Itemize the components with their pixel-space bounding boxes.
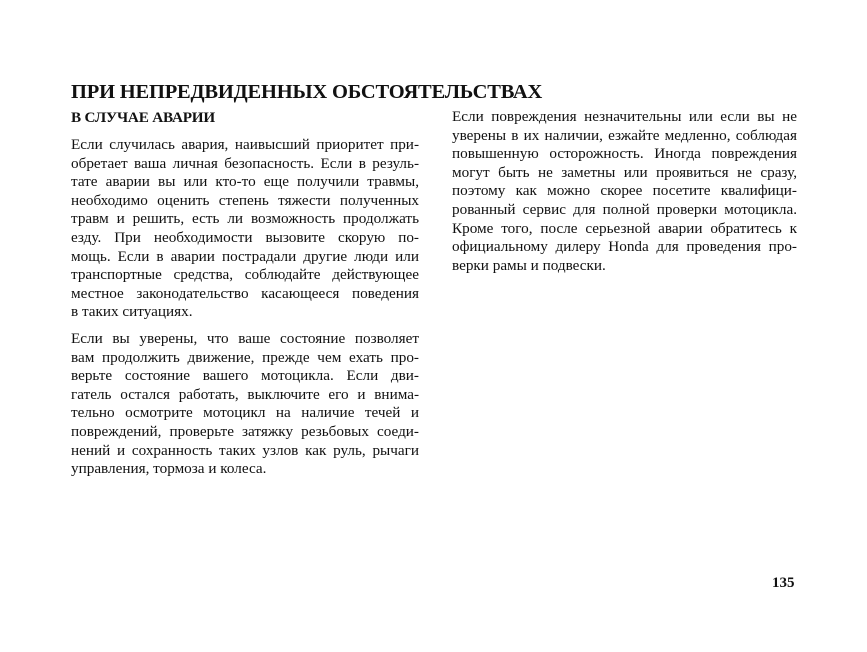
text-line: Кроме того, после серьезной аварии обратитесь к bbox=[452, 219, 797, 237]
text-line: обретает ваша личная безопасность. Если в резуль- bbox=[71, 154, 419, 172]
right-column bbox=[452, 108, 797, 283]
text-line: Если случилась авария, наивысший приоритет при- bbox=[71, 136, 419, 153]
text-line: верьте состояние вашего мотоцикла. Если дви- bbox=[71, 367, 419, 385]
text-line: управления, тормоза и колеса. bbox=[71, 460, 267, 478]
paragraph-continue-riding bbox=[71, 330, 419, 479]
page-number: 135 bbox=[772, 575, 795, 591]
text-line: в таких ситуациях. bbox=[71, 303, 193, 321]
paragraph-minor-damage bbox=[452, 108, 797, 275]
text-line: повреждений, проверьте затяжку резьбовых соеди- bbox=[71, 422, 419, 440]
text-line: Если повреждения незначительны или если вы не bbox=[452, 108, 797, 125]
text-line: повышенную осторожность. Иногда повреждения bbox=[452, 145, 797, 163]
text-line: травм и решить, есть ли возможность продолжать bbox=[71, 210, 419, 228]
text-line: могут быть не заметны или проявиться не сразу, bbox=[452, 163, 797, 181]
text-line: мощь. Если в аварии пострадали другие люди или bbox=[71, 247, 419, 265]
text-line: езду. При необходимости вызовите скорую по- bbox=[71, 228, 419, 246]
section-heading-accident: В СЛУЧАЕ АВАРИИ bbox=[71, 109, 216, 126]
text-line: рованный сервис для полной проверки мотоцикла. bbox=[452, 200, 797, 218]
text-line: верки рамы и подвески. bbox=[452, 256, 606, 274]
paragraph-accident-priority bbox=[71, 136, 419, 322]
text-line: необходимо оценить степень тяжести полученных bbox=[71, 191, 419, 209]
text-line: тельно осмотрите мотоцикл на наличие течей и bbox=[71, 404, 419, 422]
text-line: местное законодательство касающееся поведения bbox=[71, 284, 419, 302]
left-column bbox=[71, 108, 419, 487]
text-line: уверены в их наличии, езжайте медленно, соблюдая bbox=[452, 126, 797, 144]
text-line: транспортные средства, соблюдайте действующее bbox=[71, 266, 419, 284]
text-line: официальному дилеру Honda для проведения про- bbox=[452, 238, 797, 256]
text-line: Если вы уверены, что ваше состояние позволяет bbox=[71, 329, 419, 347]
text-line: поэтому как можно скорее посетите квалифици- bbox=[452, 182, 797, 200]
text-line: вам продолжить движение, прежде чем ехать про- bbox=[71, 348, 419, 366]
page-title: ПРИ НЕПРЕДВИДЕННЫХ ОБСТОЯТЕЛЬСТВАХ bbox=[71, 81, 543, 103]
text-line: гатель остался работать, выключите его и внима- bbox=[71, 385, 419, 403]
text-line: тате аварии вы или кто-то еще получили травмы, bbox=[71, 173, 419, 191]
text-line: нений и сохранность таких узлов как руль, рычаги bbox=[71, 441, 419, 459]
